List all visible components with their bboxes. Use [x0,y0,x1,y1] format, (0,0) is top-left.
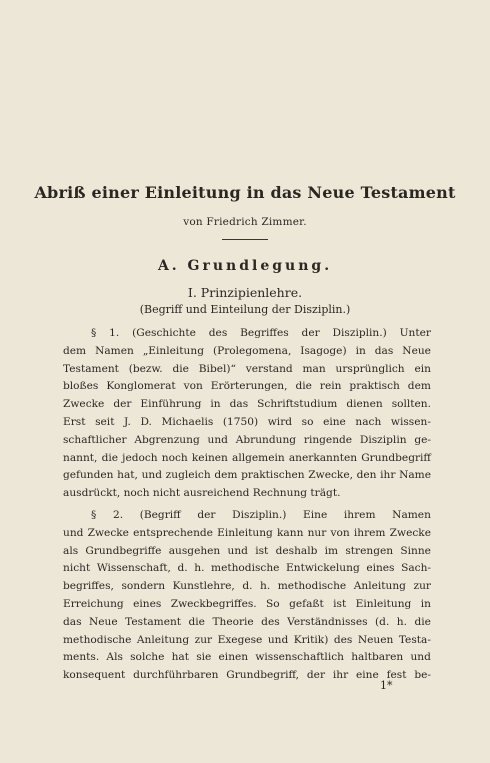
text-line: dem Namen „Einleitung (Prolegomena, Isagoge) in das Neue [63,344,431,357]
text-line: als Grundbegriffe ausgehen und ist deshalb im strengen Sinne [63,544,431,557]
signature-mark: 1* [380,679,393,692]
text-line: schaftlicher Abgrenzung und Abrundung ringende Disziplin ge- [63,433,431,446]
page-title: Abriß einer Einleitung in das Neue Testament [34,183,456,202]
text-line: konsequent durchführbaren Grundbegriff, der ihr eine fest be- [63,669,431,682]
subsection-heading: I. Prinzipienlehre. [187,285,303,300]
text-line: ments. Als solche hat sie einen wissenschaftlich haltbaren und [63,651,431,664]
text-line: begriffes, sondern Kunstlehre, d. h. methodische Anleitung zur [63,580,431,593]
section-heading: A. Grundlegung. [157,258,333,274]
text-line: ausdrückt, noch nicht ausreichend Rechnung trägt. [63,487,341,500]
divider-rule [222,239,268,240]
text-line: methodische Anleitung zur Exegese und Kritik) des Neuen Testa- [63,633,431,646]
text-line: nicht Wissenschaft, d. h. methodische Entwickelung eines Sach- [63,562,431,575]
text-line: bloßes Konglomerat von Erörterungen, die rein praktisch dem [63,380,431,393]
body-text [63,325,431,685]
text-line: das Neue Testament die Theorie des Verständnisses (d. h. die [63,615,431,628]
text-line: und Zwecke entsprechende Einleitung kann nur von ihrem Zwecke [63,526,431,539]
text-line: Erst seit J. D. Michaelis (1750) wird so eine nach wissen- [63,415,431,428]
paragraph-1 [63,325,431,503]
text-line: Testament (bezw. die Bibel)“ verstand man ursprünglich ein [63,362,431,375]
subsection-subtitle: (Begriff und Einteilung der Disziplin.) [139,303,351,316]
text-line: Erreichung eines Zweckbegriffes. So gefaßt ist Einleitung in [63,597,431,610]
author-byline: von Friedrich Zimmer. [183,216,307,228]
text-line: § 2. (Begriff der Disziplin.) Eine ihrem Namen [91,508,431,521]
text-line: nannt, die jedoch noch keinen allgemein anerkannten Grundbegriff [63,451,431,464]
paragraph-2 [63,507,431,685]
text-line: gefunden hat, und zugleich dem praktischen Zwecke, den ihr Name [63,469,431,482]
text-line: § 1. (Geschichte des Begriffes der Disziplin.) Unter [91,327,431,339]
text-line: Zwecke der Einführung in das Schriftstudium dienen sollten. [63,398,431,411]
